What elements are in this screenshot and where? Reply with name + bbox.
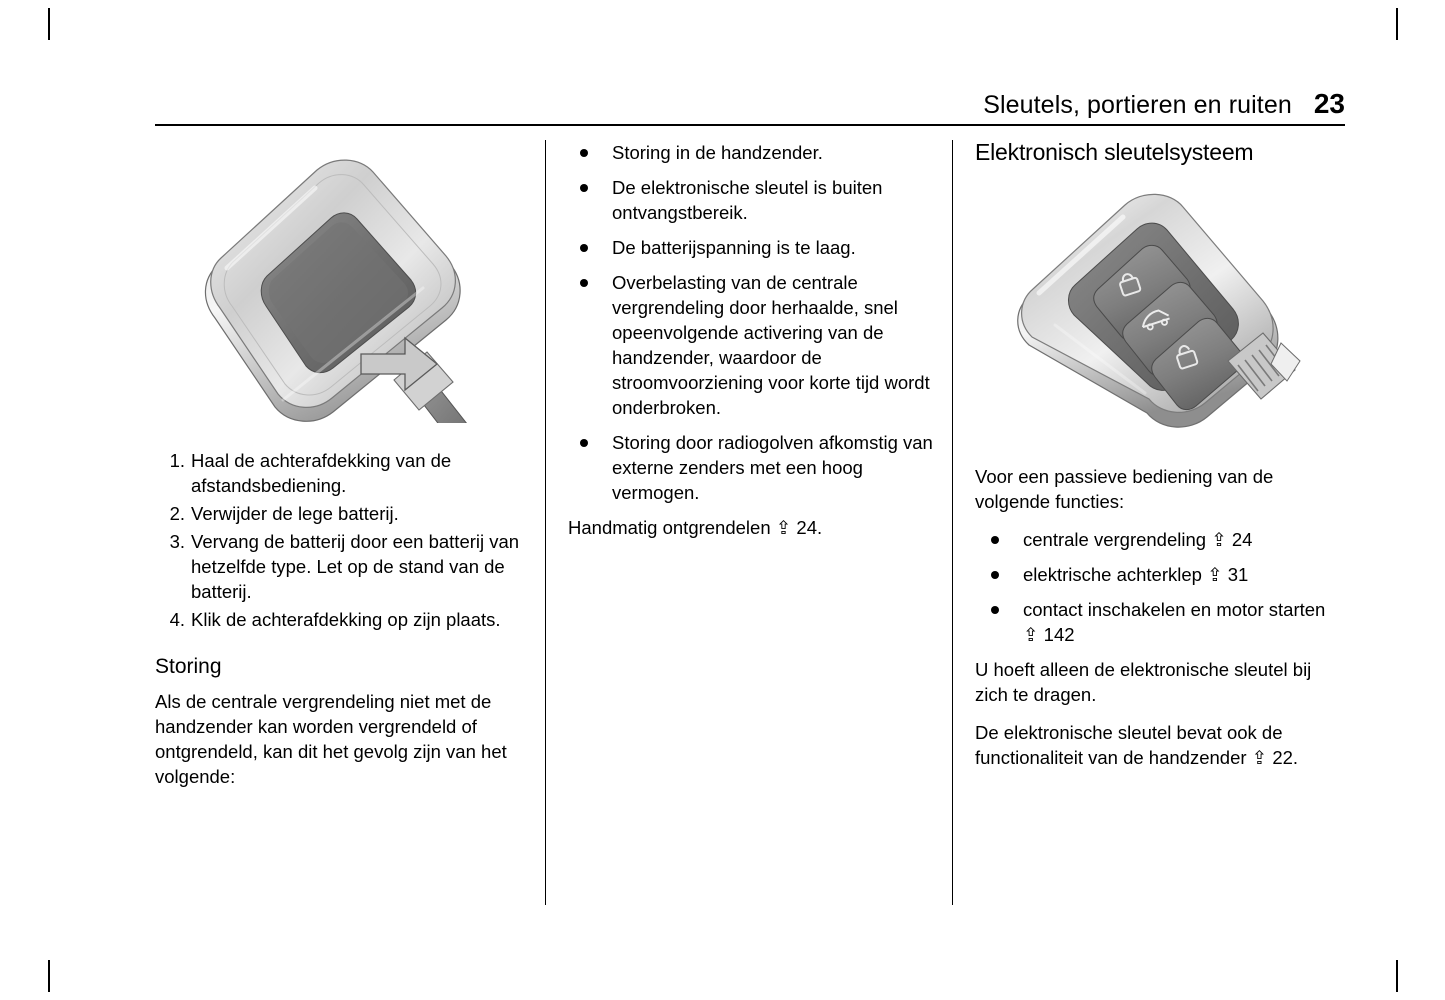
step-number: 4. [169, 609, 185, 630]
passive-functions-list [975, 527, 1345, 648]
list-item [155, 501, 525, 526]
remote-key-battery-replacement-illustration [155, 140, 525, 430]
fault-causes-list [568, 140, 938, 505]
bullet-icon [991, 536, 999, 544]
list-item [568, 430, 938, 505]
crop-mark-bottom-right [1396, 960, 1398, 992]
list-item [975, 562, 1345, 588]
reference-arrow-icon: ⇪ [1211, 530, 1227, 551]
reference-page: 22. [1272, 747, 1299, 768]
list-item-text: Storing in de handzender. [612, 142, 823, 163]
battery-replacement-steps [155, 448, 525, 632]
bullet-icon [580, 149, 588, 157]
reference-arrow-icon: ⇪ [1251, 748, 1268, 769]
list-item [568, 270, 938, 420]
bullet-icon [580, 244, 588, 252]
step-number: 2. [169, 503, 185, 524]
header-divider [155, 124, 1345, 126]
step-number: 1. [169, 450, 185, 471]
list-item [568, 235, 938, 260]
step-text: Haal de achterafdekking van de afstandsbediening. [191, 450, 452, 496]
reference-page: 31 [1227, 564, 1249, 585]
list-item [568, 140, 938, 165]
column-2 [568, 140, 938, 554]
remote-key-figure-svg [165, 148, 515, 423]
reference-arrow-icon: ⇪ [775, 518, 792, 539]
electronic-key-figure-svg [995, 185, 1335, 440]
list-item [568, 175, 938, 225]
column-divider-2 [952, 140, 953, 905]
column-3 [975, 140, 1345, 784]
list-item [155, 607, 525, 632]
step-text: Verwijder de lege batterij. [191, 503, 399, 524]
list-item-text: De elektronische sleutel is buiten ontvangstbereik. [612, 177, 883, 223]
storing-paragraph: Als de centrale vergrendeling niet met de handzender kan worden vergrendeld of ontgrendeld, kan dit het gevolg zijn van het volgende: [155, 691, 507, 787]
manual-unlock-text: Handmatig ontgrendelen [568, 517, 771, 538]
list-item-text: centrale vergrendeling [1023, 529, 1207, 550]
bullet-icon [580, 439, 588, 447]
page-number: 23 [1313, 88, 1345, 119]
page-title: Sleutels, portieren en ruiten [983, 91, 1292, 119]
bullet-icon [991, 606, 999, 614]
bullet-icon [580, 279, 588, 287]
step-text: Klik de achterafdekking op zijn plaats. [191, 609, 501, 630]
manual-unlock-reference [568, 515, 938, 541]
key-functionality-text: De elektronische sleutel bevat ook de functionaliteit van de handzender [975, 722, 1283, 768]
list-item [155, 448, 525, 498]
list-item-text: contact inschakelen en motor starten [1023, 599, 1326, 620]
list-item-text: Overbelasting van de centrale vergrendeling door herhaalde, snel opeenvolgende activering van de handzender, waardoor de stroomvoorziening voor korte tijd wordt onderbroken. [612, 272, 930, 418]
column-divider-1 [545, 140, 546, 905]
reference-arrow-icon: ⇪ [1023, 625, 1039, 646]
subheading-storing: Storing [155, 655, 222, 678]
electronic-key-illustration [975, 181, 1345, 446]
carry-key-paragraph: U hoeft alleen de elektronische sleutel bij zich te dragen. [975, 659, 1312, 705]
step-number: 3. [169, 531, 185, 552]
list-item [975, 527, 1345, 553]
crop-mark-bottom-left [48, 960, 50, 992]
bullet-icon [580, 184, 588, 192]
list-item [155, 529, 525, 604]
bullet-icon [991, 571, 999, 579]
list-item-text: De batterijspanning is te laag. [612, 237, 856, 258]
column-1 [155, 140, 525, 802]
crop-mark-top-right [1396, 8, 1398, 40]
list-item-text: elektrische achterklep [1023, 564, 1202, 585]
list-item-text: Storing door radiogolven afkomstig van externe zenders met een hoog vermogen. [612, 432, 933, 503]
reference-page: 24 [1231, 529, 1253, 550]
page-header [155, 88, 1345, 120]
reference-page: 142 [1043, 624, 1075, 645]
passive-operation-intro: Voor een passieve bediening van de volgende functies: [975, 466, 1274, 512]
list-item [975, 597, 1345, 648]
key-functionality-paragraph [975, 720, 1345, 771]
manual-unlock-page: 24. [796, 517, 823, 538]
crop-mark-top-left [48, 8, 50, 40]
reference-arrow-icon: ⇪ [1207, 565, 1223, 586]
step-text: Vervang de batterij door een batterij van hetzelfde type. Let op de stand van de batterij. [191, 531, 520, 602]
section-heading-electronic-key-system: Elektronisch sleutelsysteem [975, 139, 1254, 165]
